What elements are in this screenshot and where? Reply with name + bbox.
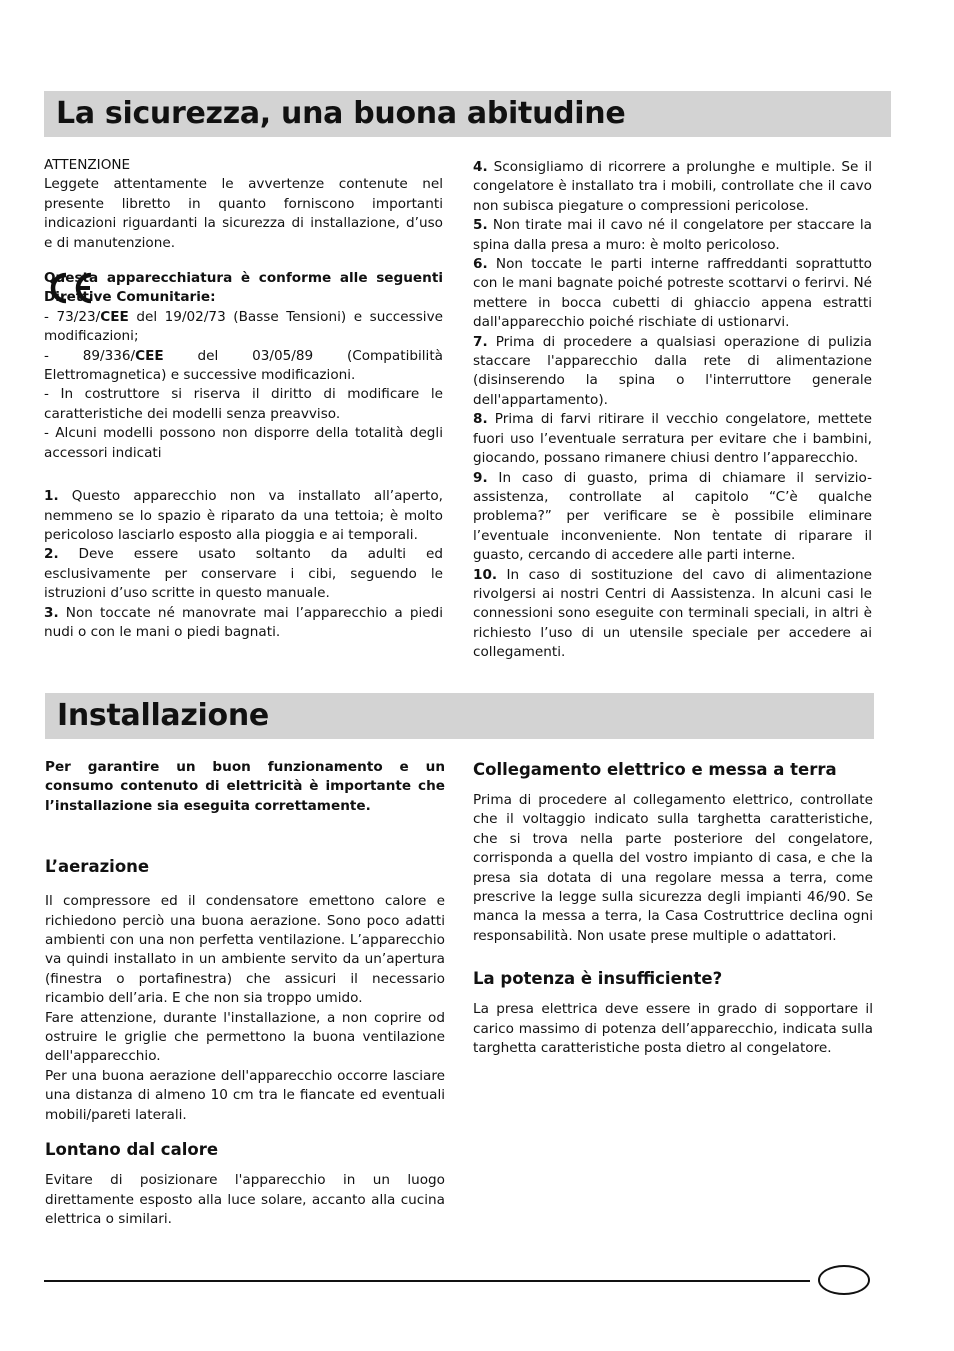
safety-rule-7: 7. Prima di procedere a qualsiasi operazione di pulizia staccare l'apparecchio dalla rete di alimentazione (disinserendo la spina o l'interruttore generale dell'appartamento). xyxy=(473,333,872,408)
section-title-installation: Installazione xyxy=(45,693,874,739)
aeration-paragraph-1: Il compressore ed il condensatore emettono calore e richiedono perciò una buona aerazione. Sono poco adatti ambienti con una non perfetta ventilazione. L’apparecchio va quindi installato in un ambiente servito da un’apertura (finestra o portafinestra) che assicuri il necessario ricambio dell’aria. E che non sia troppo umido. xyxy=(45,893,445,1007)
footer-rule xyxy=(44,1280,810,1282)
safety-rule-8: 8. Prima di farvi ritirare il vecchio congelatore, mettete fuori uso l’eventuale serratura per evitare che i bambini, giocando, possano rimanere chiusi dentro l’apparecchio. xyxy=(473,411,872,467)
safety-rule-4: 4. Sconsigliamo di ricorrere a prolunghe e multiple. Se il congelatore è installato tra i mobili, controllate che il cavo non subisca piegature o compressioni pericolose. xyxy=(473,159,872,214)
safety-right-column xyxy=(473,158,872,663)
directive-2: - 89/336/CEE del 03/05/89 (Compatibilità Elettromagnetica) e successive modificazioni. xyxy=(44,347,443,384)
warning-label: ATTENZIONE xyxy=(44,157,131,173)
safety-rule-5: 5. Non tirate mai il cavo né il congelatore per staccare la spina dalla presa a muro: è molto pericoloso. xyxy=(473,217,872,253)
safety-rule-2: 2. Deve essere usato soltanto da adulti ed esclusivamente per conservare i cibi, seguendo le istruzioni d’uso scritte in questo manuale. xyxy=(44,546,443,602)
warning-text: Leggete attentamente le avvertenze contenute nel presente libretto in quanto forniscono importanti indicazioni riguardanti la sicurezza di installazione, d’uso e di manutenzione. xyxy=(44,176,443,251)
page-number-oval xyxy=(818,1265,870,1295)
safety-left-column xyxy=(44,156,443,642)
installation-left-column xyxy=(45,758,445,1229)
aeration-paragraph-2: Fare attenzione, durante l'installazione, a non coprire od ostruire le griglie che permettono la buona ventilazione dell'apparecchio. xyxy=(45,1009,445,1065)
electric-text: Prima di procedere al collegamento elettrico, controllate che il voltaggio indicato sulla targhetta caratteristiche, che si trova nella parte posteriore del congelatore, corrisponda a quella del vostro impianto di casa, e che la presa sia dotata di una regolare messa a terra, come prescrive la legge sulla sicurezza degli impianti 46/90. Se manca la messa a terra, la Casa Costruttrice declina ogni responsabilità. Non usate prese multiple o adattatori. xyxy=(473,792,873,944)
safety-rule-9: 9. In caso di guasto, prima di chiamare il servizio-assistenza, controllate al capitolo “C’è qualche problema?” per verificare se è possibile eliminare l’eventuale inconveniente. Non tentate di riparare il guasto, cercando di accedere alle parti interne. xyxy=(473,469,872,564)
directive-1: - 73/23/CEE del 19/02/73 (Basse Tensioni) e successive modificazioni; xyxy=(44,308,443,345)
electric-heading: Collegamento elettrico e messa a terra xyxy=(473,760,837,779)
safety-rule-3: 3. Non toccate né manovrate mai l’apparecchio a piedi nudi o con le mani o piedi bagnati. xyxy=(44,604,443,640)
safety-rule-6: 6. Non toccate le parti interne raffreddanti soprattutto con le mani bagnate poiché potreste scottarvi o ferirvi. Né mettere in bocca cubetti di ghiaccio appena estratti dall'apparecchio poiché rischiate di ustionarvi. xyxy=(473,256,872,331)
power-text: La presa elettrica deve essere in grado di sopportare il carico massimo di potenza dell’apparecchio, indicata sulla targhetta caratteristiche posta dietro al congelatore. xyxy=(473,1001,873,1057)
aeration-paragraph-3: Per una buona aerazione dell'apparecchio occorre lasciare una distanza di almeno 10 cm tra le fiancate ed eventuali mobili/pareti laterali. xyxy=(45,1067,445,1123)
note-manufacturer: - In costruttore si riserva il diritto di modificare le caratteristiche dei modelli senza preavviso. xyxy=(44,386,443,422)
ce-mark-icon xyxy=(44,271,96,305)
section-title-safety: La sicurezza, una buona abitudine xyxy=(44,91,891,137)
installation-right-column xyxy=(473,759,873,1058)
installation-intro: Per garantire un buon funzionamento e un consumo contenuto di elettricità è importante che l’installazione sia eseguita correttamente. xyxy=(45,759,445,814)
safety-rule-10: 10. In caso di sostituzione del cavo di alimentazione rivolgersi ai nostri Centri di Aassistenza. In alcuni casi le connessioni sono eseguite con terminali speciali, in altri è richiesto l’uso di un utensile speciale per accedere ai collegamenti. xyxy=(473,566,872,661)
aeration-heading: L’aerazione xyxy=(45,857,150,877)
power-heading: La potenza è insufficiente? xyxy=(473,969,723,989)
safety-rule-1: 1. Questo apparecchio non va installato all’aperto, nemmeno se lo spazio è riparato da una tettoia; è molto pericoloso lasciarlo esposto alla pioggia e ai temporali. xyxy=(44,488,443,543)
heat-heading: Lontano dal calore xyxy=(45,1140,219,1160)
ce-heading: Questa apparecchiatura è conforme alle seguenti Direttive Comunitarie: xyxy=(44,270,443,306)
heat-text: Evitare di posizionare l'apparecchio in un luogo direttamente esposto alla luce solare, accanto alla cucina elettrica o similari. xyxy=(45,1172,445,1227)
note-accessories: - Alcuni modelli possono non disporre della totalità degli accessori indicati xyxy=(44,425,443,461)
ce-conformity-block xyxy=(44,269,443,347)
